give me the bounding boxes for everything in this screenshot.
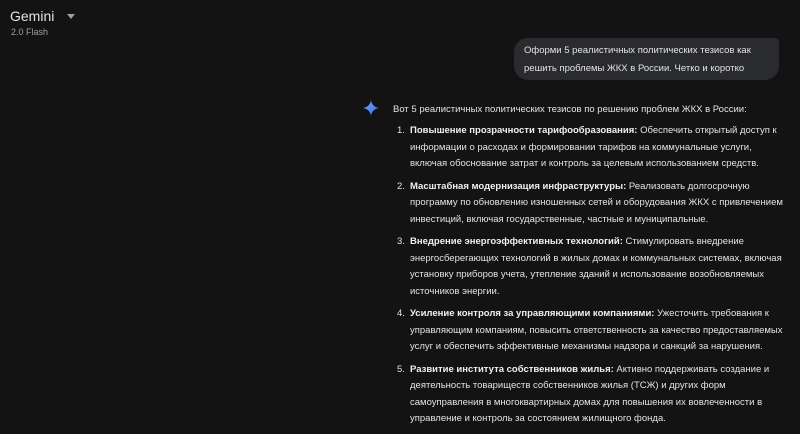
- list-item-text: Обеспечить открытый доступ к информации о расходах и формировании тарифов на коммунальные услуги, включая обоснование затрат и контроль за целевым использованием средств.: [410, 125, 777, 169]
- list-item-number: 3.: [397, 236, 405, 247]
- list-item: [393, 306, 783, 356]
- list-item-number: 4.: [397, 308, 405, 319]
- assistant-response: [393, 101, 783, 434]
- chevron-down-icon[interactable]: [67, 14, 75, 19]
- list-item-number: 1.: [397, 125, 405, 136]
- list-item-text: Реализовать долгосрочную программу по обновлению изношенных сетей и оборудования ЖКХ с привлечением инвестиций, включая государственные, частные и муниципальные.: [410, 180, 783, 225]
- user-message: Оформи 5 реалистичных политических тезисов как решить проблемы ЖКХ в России. Четко и коротко: [514, 38, 779, 80]
- list-item: [393, 234, 783, 300]
- list-item-title: Развитие института собственников жилья:: [410, 363, 614, 375]
- list-item-text: Стимулировать внедрение энергосберегающих технологий в жилых домах и коммунальных системах, включая установку приборов учета, утепление зданий и использование возобновляемых источников энергии.: [410, 236, 782, 297]
- model-switcher-row: [10, 8, 75, 24]
- model-switcher[interactable]: [10, 8, 75, 37]
- thesis-list: [393, 123, 783, 428]
- app-title: Gemini: [10, 8, 55, 24]
- gemini-spark-icon: [363, 100, 379, 116]
- list-item-number: 5.: [397, 363, 405, 375]
- response-intro: Вот 5 реалистичных политических тезисов по решению проблем ЖКХ в России:: [393, 104, 747, 115]
- list-item: [393, 123, 783, 173]
- list-item: [393, 362, 783, 428]
- list-item-title: Внедрение энергоэффективных технологий:: [410, 236, 623, 247]
- list-item: [393, 179, 783, 229]
- list-item-number: 2.: [397, 180, 405, 192]
- model-version: 2.0 Flash: [11, 27, 49, 37]
- list-item-title: Усиление контроля за управляющими компаниями:: [410, 308, 655, 319]
- list-item-title: Повышение прозрачности тарифообразования:: [410, 125, 638, 136]
- list-item-title: Масштабная модернизация инфраструктуры:: [410, 180, 627, 192]
- list-item-text: Активно поддерживать создание и деятельность товариществ собственников жилья (ТСЖ) и других форм самоуправления в многоквартирных домах для повышения их вовлеченности в управление и контроль за состоянием жилищного фонда.: [410, 363, 770, 424]
- list-item-text: Ужесточить требования к управляющим компаниям, повысить ответственность за качество предоставляемых услуг и обеспечить эффективные механизмы надзора и санкций за нарушения.: [410, 308, 783, 352]
